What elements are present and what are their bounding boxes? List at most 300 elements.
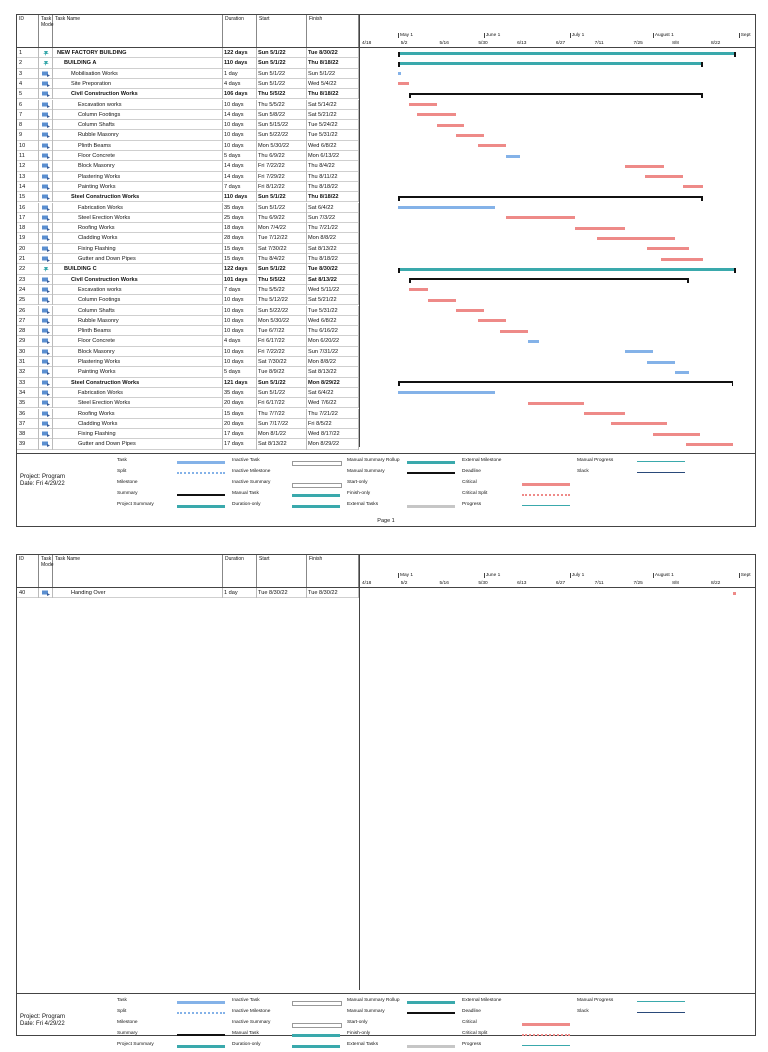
legend-label: Manual Task (232, 1031, 259, 1036)
row-mode (39, 357, 53, 367)
row-id: 30 (17, 347, 39, 357)
task-bar[interactable] (506, 155, 520, 158)
critical-task-bar[interactable] (597, 237, 675, 240)
legend-item (347, 480, 467, 488)
critical-task-bar[interactable] (506, 216, 575, 219)
table-row[interactable] (17, 336, 359, 346)
critical-task-bar[interactable] (409, 103, 437, 106)
summary-bar[interactable] (409, 278, 689, 280)
legend-swatch (407, 1012, 455, 1014)
row-start: Sun 5/1/22 (257, 378, 307, 388)
row-name[interactable]: Column Shafts (53, 120, 223, 130)
legend-item (347, 502, 467, 510)
legend-page-2 (17, 993, 755, 1052)
critical-task-bar[interactable] (428, 299, 456, 302)
legend-swatch (292, 1023, 342, 1028)
legend-swatch (637, 1012, 685, 1013)
legend-label: Manual Progress (577, 998, 614, 1003)
row-duration: 106 days (223, 89, 257, 99)
task-mode-icon (42, 441, 50, 447)
col-name[interactable]: Task Name (53, 555, 223, 587)
critical-task-bar[interactable] (437, 124, 465, 127)
row-name[interactable]: Fixing Flashing (53, 429, 223, 439)
row-mode (39, 388, 53, 398)
row-duration: 35 days (223, 388, 257, 398)
table-row[interactable] (17, 295, 359, 305)
legend-label: Start-only (347, 1020, 368, 1025)
row-id: 33 (17, 378, 39, 388)
task-mode-icon (42, 112, 50, 118)
legend-item (462, 469, 582, 477)
legend-swatch (292, 1001, 342, 1006)
table-row[interactable] (17, 388, 359, 398)
legend-swatch (292, 494, 340, 497)
row-finish: Thu 8/18/22 (307, 89, 359, 99)
table-row[interactable] (17, 89, 359, 99)
row-mode (39, 182, 53, 192)
row-name[interactable]: BUILDING A (53, 58, 223, 68)
row-finish: Tue 5/31/22 (307, 306, 359, 316)
table-row[interactable] (17, 151, 359, 161)
legend-item (462, 491, 582, 499)
row-start: Sun 5/1/22 (257, 203, 307, 213)
row-id: 25 (17, 295, 39, 305)
summary-bar[interactable] (409, 93, 703, 95)
col-mode[interactable]: Task Mode (39, 555, 53, 587)
row-id: 27 (17, 316, 39, 326)
row-duration: 122 days (223, 264, 257, 274)
legend-swatch (177, 461, 225, 464)
row-name[interactable]: Mobilisation Works (53, 69, 223, 79)
legend-label: Progress (462, 1042, 482, 1047)
row-finish: Fri 8/5/22 (307, 419, 359, 429)
project-date: Date: Fri 4/29/22 (20, 1021, 65, 1027)
row-name[interactable]: Painting Works (53, 182, 223, 192)
task-bar[interactable] (398, 72, 401, 75)
row-start: Thu 5/12/22 (257, 295, 307, 305)
legend-swatch (407, 461, 455, 464)
timescale-week: 5/16 (439, 581, 449, 586)
col-mode[interactable]: Task Mode (39, 15, 53, 47)
task-mode-icon (42, 369, 50, 375)
task-mode-icon (42, 81, 50, 87)
legend-label: Duration-only (232, 1042, 261, 1047)
legend-swatch (292, 483, 342, 488)
legend-label: Manual Task (232, 491, 259, 496)
col-start[interactable]: Start (257, 555, 307, 587)
row-duration: 35 days (223, 203, 257, 213)
col-finish[interactable]: Finish (307, 555, 359, 587)
task-mode-icon (42, 122, 50, 128)
legend-item (577, 458, 697, 466)
legend-item (232, 1031, 352, 1039)
row-duration: 10 days (223, 306, 257, 316)
table-row[interactable] (17, 378, 359, 388)
row-name[interactable]: Excavation works (53, 100, 223, 110)
legend-label: Finish-only (347, 1031, 371, 1036)
row-duration: 10 days (223, 326, 257, 336)
row-name[interactable]: Plastering Works (53, 172, 223, 182)
table-row[interactable] (17, 347, 359, 357)
summary-bar[interactable] (398, 196, 703, 198)
legend-item (117, 1009, 237, 1017)
row-duration: 10 days (223, 316, 257, 326)
auto-schedule-pin-icon (42, 266, 50, 272)
row-name[interactable]: Column Footings (53, 110, 223, 120)
legend-label: Finish-only (347, 491, 371, 496)
timescale-week: 8/8 (672, 41, 679, 46)
row-start: Fri 7/22/22 (257, 161, 307, 171)
task-bar[interactable] (675, 371, 689, 374)
col-start[interactable]: Start (257, 15, 307, 47)
row-start: Mon 5/30/22 (257, 316, 307, 326)
project-name: Project: Program (20, 474, 66, 480)
timescale-week: 5/30 (478, 581, 488, 586)
legend-item (117, 480, 237, 488)
critical-task-bar[interactable] (611, 422, 666, 425)
legend-item (232, 1042, 352, 1050)
row-duration: 5 days (223, 367, 257, 377)
row-start: Thu 5/5/22 (257, 285, 307, 295)
row-name[interactable]: Cladding Works (53, 419, 223, 429)
row-finish: Thu 8/4/22 (307, 161, 359, 171)
row-duration: 10 days (223, 295, 257, 305)
table-row[interactable] (17, 233, 359, 243)
table-row[interactable] (17, 316, 359, 326)
task-bar[interactable] (398, 391, 495, 394)
legend-label: Critical Split (462, 491, 488, 496)
table-row[interactable] (17, 223, 359, 233)
row-mode (39, 316, 53, 326)
row-finish: Sat 8/13/22 (307, 367, 359, 377)
row-name[interactable]: Gutter and Down Pipes (53, 254, 223, 264)
row-duration: 1 day (223, 588, 257, 598)
row-name[interactable]: Plinth Beams (53, 141, 223, 151)
task-mode-icon (42, 132, 50, 138)
auto-schedule-pin-icon (42, 60, 50, 66)
legend-label: Project Summary (117, 1042, 154, 1047)
row-duration: 14 days (223, 110, 257, 120)
row-start: Sat 7/30/22 (257, 244, 307, 254)
table-row[interactable] (17, 285, 359, 295)
row-name[interactable]: Civil Construction Works (53, 275, 223, 285)
row-start: Tue 8/9/22 (257, 367, 307, 377)
table-row[interactable] (17, 100, 359, 110)
task-mode-icon (42, 590, 50, 596)
critical-task-bar[interactable] (456, 134, 484, 137)
row-start: Thu 8/4/22 (257, 254, 307, 264)
row-mode (39, 429, 53, 439)
legend-swatch (522, 494, 570, 496)
critical-task-bar[interactable] (645, 175, 684, 178)
row-mode (39, 588, 53, 598)
table-row[interactable] (17, 120, 359, 130)
row-id: 31 (17, 357, 39, 367)
critical-task-bar[interactable] (417, 113, 456, 116)
row-mode (39, 233, 53, 243)
task-bar[interactable] (647, 361, 675, 364)
task-mode-icon (42, 194, 50, 200)
legend-label: External Milestone (462, 998, 502, 1003)
row-name[interactable]: Steel Construction Works (53, 192, 223, 202)
row-name[interactable]: Steel Erection Works (53, 213, 223, 223)
legend-swatch (177, 1001, 225, 1004)
col-name[interactable]: Task Name (53, 15, 223, 47)
table-row[interactable] (17, 367, 359, 377)
legend-label: External Tasks (347, 1042, 379, 1047)
row-name[interactable]: Gutter and Down Pipes (53, 439, 223, 449)
project-date: Date: Fri 4/29/22 (20, 481, 65, 487)
col-id[interactable]: ID (17, 15, 39, 47)
table-row[interactable] (17, 69, 359, 79)
timescale-month: May 1 (400, 33, 414, 38)
critical-task-bar[interactable] (625, 165, 664, 168)
project-info (20, 1014, 65, 1028)
gantt-page-1 (16, 14, 756, 527)
row-name[interactable]: Handing Over (53, 588, 223, 598)
legend-item (117, 469, 237, 477)
row-name[interactable]: BUILDING C (53, 264, 223, 274)
table-row[interactable] (17, 244, 359, 254)
row-start: Sun 5/1/22 (257, 388, 307, 398)
table-row[interactable] (17, 398, 359, 408)
row-duration: 10 days (223, 347, 257, 357)
row-name[interactable]: Plastering Works (53, 357, 223, 367)
timescale-month: August 1 (654, 33, 674, 38)
row-name[interactable]: Block Masonry (53, 347, 223, 357)
critical-task-bar[interactable] (456, 309, 484, 312)
legend-item (462, 1042, 582, 1050)
col-finish[interactable]: Finish (307, 15, 359, 47)
row-name[interactable]: Rubble Masonry (53, 130, 223, 140)
row-start: Fri 7/29/22 (257, 172, 307, 182)
row-id: 32 (17, 367, 39, 377)
critical-task-bar[interactable] (575, 227, 625, 230)
legend-item (117, 502, 237, 510)
legend-item (462, 458, 582, 466)
row-duration: 15 days (223, 244, 257, 254)
table-row[interactable] (17, 357, 359, 367)
row-name[interactable]: Steel Erection Works (53, 398, 223, 408)
row-start: Thu 6/9/22 (257, 213, 307, 223)
task-mode-icon (42, 421, 50, 427)
row-name[interactable]: Cladding Works (53, 233, 223, 243)
critical-task-bar[interactable] (683, 185, 702, 188)
critical-task-bar[interactable] (478, 319, 506, 322)
legend-label: Slack (577, 469, 589, 474)
row-start: Sun 5/1/22 (257, 79, 307, 89)
row-finish: Sat 8/13/22 (307, 244, 359, 254)
row-name[interactable]: Painting Works (53, 367, 223, 377)
timescale-week: 6/13 (517, 41, 527, 46)
task-bar[interactable] (528, 340, 539, 343)
table-row[interactable] (17, 254, 359, 264)
row-id: 34 (17, 388, 39, 398)
table-row[interactable] (17, 306, 359, 316)
timescale-week: 4/18 (361, 41, 372, 46)
legend-swatch (177, 494, 225, 496)
row-mode (39, 203, 53, 213)
row-start: Fri 8/12/22 (257, 182, 307, 192)
critical-task-bar[interactable] (398, 82, 409, 85)
row-start: Fri 6/17/22 (257, 398, 307, 408)
row-mode (39, 58, 53, 68)
table-row[interactable] (17, 326, 359, 336)
table-row[interactable] (17, 141, 359, 151)
table-row[interactable] (17, 264, 359, 274)
critical-task-bar[interactable] (733, 592, 736, 595)
row-name[interactable]: Block Masonry (53, 161, 223, 171)
col-id[interactable]: ID (17, 555, 39, 587)
row-mode (39, 244, 53, 254)
row-id: 22 (17, 264, 39, 274)
critical-task-bar[interactable] (584, 412, 626, 415)
row-id: 40 (17, 588, 39, 598)
critical-task-bar[interactable] (409, 288, 428, 291)
table-row[interactable] (17, 172, 359, 182)
table-row[interactable] (17, 161, 359, 171)
row-name[interactable]: Column Footings (53, 295, 223, 305)
row-mode (39, 347, 53, 357)
row-finish: Tue 8/30/22 (307, 264, 359, 274)
timescale-month: May 1 (400, 573, 414, 578)
critical-task-bar[interactable] (647, 247, 689, 250)
row-name[interactable]: Steel Construction Works (53, 378, 223, 388)
row-duration: 15 days (223, 254, 257, 264)
legend-item (117, 458, 237, 466)
table-row[interactable] (17, 429, 359, 439)
row-start: Sun 5/1/22 (257, 69, 307, 79)
table-row[interactable] (17, 58, 359, 68)
critical-task-bar[interactable] (686, 443, 733, 446)
row-name[interactable]: Civil Construction Works (53, 89, 223, 99)
row-start: Sat 7/30/22 (257, 357, 307, 367)
critical-task-bar[interactable] (661, 258, 703, 261)
critical-task-bar[interactable] (500, 330, 528, 333)
critical-task-bar[interactable] (528, 402, 583, 405)
summary-bar[interactable] (398, 268, 736, 271)
table-row[interactable] (17, 419, 359, 429)
summary-bar[interactable] (398, 52, 736, 55)
row-name[interactable]: Fabrication Works (53, 203, 223, 213)
task-mode-icon (42, 390, 50, 396)
critical-task-bar[interactable] (653, 433, 700, 436)
table-row[interactable] (17, 48, 359, 58)
row-id: 14 (17, 182, 39, 192)
legend-swatch (177, 1012, 225, 1014)
row-name[interactable]: Floor Concrete (53, 151, 223, 161)
row-name[interactable]: Roofing Works (53, 409, 223, 419)
row-name[interactable]: Fixing Flashing (53, 244, 223, 254)
row-id: 9 (17, 130, 39, 140)
row-name[interactable]: Fabrication Works (53, 388, 223, 398)
legend-item (347, 1042, 467, 1050)
row-name[interactable]: Roofing Works (53, 223, 223, 233)
row-start: Sun 5/1/22 (257, 192, 307, 202)
row-duration: 14 days (223, 172, 257, 182)
row-id: 36 (17, 409, 39, 419)
table-row[interactable] (17, 192, 359, 202)
row-id: 26 (17, 306, 39, 316)
legend-label: External Milestone (462, 458, 502, 463)
row-mode (39, 398, 53, 408)
summary-bar[interactable] (398, 381, 733, 383)
col-duration[interactable]: Duration (223, 555, 257, 587)
legend-label: Critical (462, 480, 477, 485)
table-row[interactable] (17, 203, 359, 213)
table-row[interactable] (17, 439, 359, 449)
task-mode-icon (42, 246, 50, 252)
legend-label: Milestone (117, 480, 138, 485)
task-mode-icon (42, 359, 50, 365)
legend (17, 453, 755, 512)
row-id: 29 (17, 336, 39, 346)
timescale-week: 7/11 (594, 41, 604, 46)
row-name[interactable]: Site Preporation (53, 79, 223, 89)
legend-label: Inactive Task (232, 458, 260, 463)
table-row[interactable] (17, 213, 359, 223)
timescale-week: 6/27 (555, 581, 566, 586)
row-name[interactable]: Column Shafts (53, 306, 223, 316)
timescale-week: 8/22 (711, 41, 721, 46)
col-duration[interactable]: Duration (223, 15, 257, 47)
row-finish: Wed 5/4/22 (307, 79, 359, 89)
table-row[interactable] (17, 275, 359, 285)
table-row[interactable] (17, 130, 359, 140)
row-id: 16 (17, 203, 39, 213)
row-duration: 10 days (223, 100, 257, 110)
legend-swatch (522, 1045, 570, 1046)
row-name[interactable]: NEW FACTORY BUILDING (53, 48, 223, 58)
table-row[interactable] (17, 79, 359, 89)
legend-label: Inactive Summary (232, 480, 271, 485)
task-bar[interactable] (625, 350, 653, 353)
legend-item (347, 998, 467, 1006)
summary-bar[interactable] (398, 62, 703, 65)
table-row[interactable] (17, 409, 359, 419)
table-row[interactable] (17, 588, 359, 598)
timescale-week: 8/8 (672, 581, 679, 586)
row-id: 2 (17, 58, 39, 68)
legend-label: Critical (462, 1020, 477, 1025)
row-id: 3 (17, 69, 39, 79)
row-name[interactable]: Floor Concrete (53, 336, 223, 346)
row-start: Sun 5/1/22 (257, 48, 307, 58)
row-id: 5 (17, 89, 39, 99)
legend-label: Split (117, 469, 127, 474)
row-mode (39, 275, 53, 285)
row-name[interactable]: Excavation works (53, 285, 223, 295)
row-name[interactable]: Rubble Masonry (53, 316, 223, 326)
row-start: Thu 5/5/22 (257, 275, 307, 285)
row-name[interactable]: Plinth Beams (53, 326, 223, 336)
table-row[interactable] (17, 110, 359, 120)
legend-swatch (292, 505, 340, 508)
critical-task-bar[interactable] (478, 144, 506, 147)
task-mode-icon (42, 143, 50, 149)
legend-label: Summary (117, 1031, 138, 1036)
table-row[interactable] (17, 182, 359, 192)
legend-swatch (177, 1034, 225, 1036)
row-start: Thu 6/9/22 (257, 151, 307, 161)
row-finish: Sun 7/31/22 (307, 347, 359, 357)
legend-swatch (292, 1034, 340, 1037)
row-mode (39, 378, 53, 388)
task-bar[interactable] (398, 206, 495, 209)
legend-label: Critical Split (462, 1031, 488, 1036)
task-mode-icon (42, 431, 50, 437)
row-id: 7 (17, 110, 39, 120)
